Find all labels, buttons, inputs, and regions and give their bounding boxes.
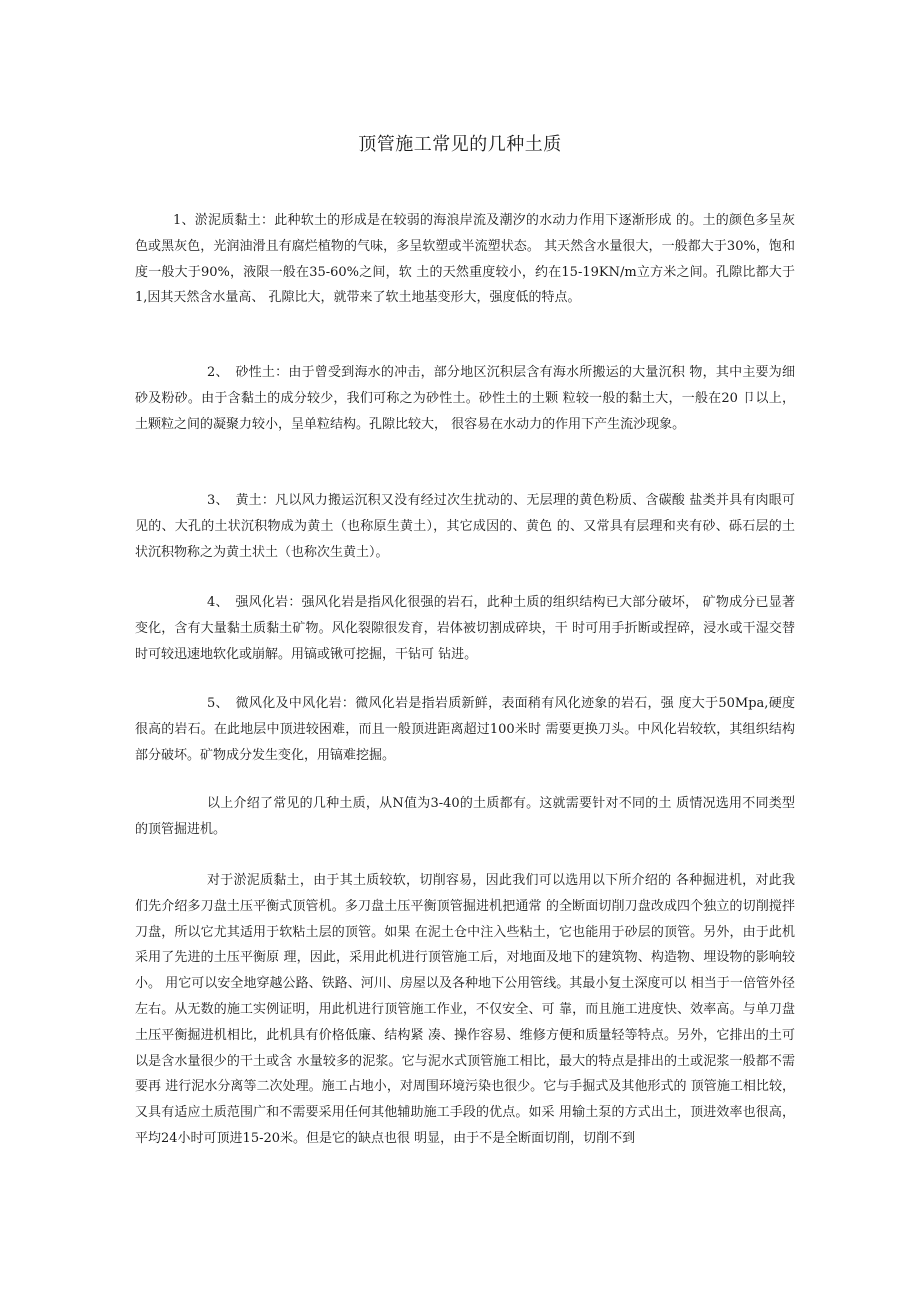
paragraph-multi-cutter-machine: 对于淤泥质黏土，由于其土质较软，切削容易，因此我们可以选用以下所介绍的 各种掘进机，对此我们先介绍多刀盘土压平衡式顶管机。多刀盘土压平衡顶管掘进机把通常 的全断面切削刀盘改成四个独立的切削搅拌刀盘，所以它尤其适用于软粘土层的顶管。如果 在泥土仓中注入些粘土，它也能用于砂层的顶管。另外，由于此机采用了先进的土压平衡原 理，因此，采用此机进行顶管施工后，对地面及地下的建筑物、构造物、埋设物的影响较小。 用它可以安全地穿越公路、铁路、河川、房屋以及各种地下公用管线。其最小复土深度可以 相当于一倍管外径左右。从无数的施工实例证明，用此机进行顶管施工作业，不仅安全、可 靠，而且施工进度快、效率高。与单刀盘土压平衡掘进机相比，此机具有价格低廉、结构紧 凑、操作容易、维修方便和质量轻等特点。另外，它排出的土可以是含水量很少的干土或含 水量较多的泥浆。它与泥水式顶管施工相比，最大的特点是排出的土或泥浆一般都不需要再 进行泥水分离等二次处理。施工占地小，对周围环境污染也很少。它与手掘式及其他形式的 顶管施工相比较，又具有适应土质范围广和不需要采用任何其他辅助施工手段的优点。如采 用输土泵的方式出土，顶进效率也很高，平均24小时可顶进15-20米。但是它的缺点也很 明显，由于不是全断面切削，切削不到: [135, 873, 795, 1146]
paragraph-strongly-weathered-rock: 4、 强风化岩：强风化岩是指风化很强的岩石，此种土质的组织结构已大部分破坏， 矿物成分已显著变化，含有大量黏土质黏土矿物。风化裂隙很发育，岩体被切割成碎块，干 时可用手折断或捏碎，浸水或干湿交替时可较迅速地软化或崩解。用镐或锹可挖掘，干钻可 钻进。: [135, 595, 795, 662]
paragraph-loess: 3、 黄土：凡以风力搬运沉积又没有经过次生扰动的、无层理的黄色粉质、含碳酸 盐类并具有肉眼可见的、大孔的土状沉积物成为黄土（也称原生黄土），其它成因的、黄色 的、又常具有层理和夹有砂、砾石层的土状沉积物称之为黄土状土（也称次生黄土）。: [135, 493, 795, 560]
document-title: 顶管施工常见的几种土质: [358, 134, 562, 155]
paragraph-sandy-soil: 2、 砂性土：由于曾受到海水的冲击，部分地区沉积层含有海水所搬运的大量沉积 物，其中主要为细砂及粉砂。由于含黏土的成分较少，我们可称之为砂性土。砂性土的土颗 粒较一般的黏土大，一般在20 卩以上，土颗粒之间的凝聚力较小，呈单粒结构。孔隙比较大， 很容易在水动力的作用下产生流沙现象。: [135, 365, 795, 432]
paragraph-summary: 以上介绍了常见的几种土质，从N值为3-40的土质都有。这就需要针对不同的土 质情况选用不同类型的顶管掘进机。: [135, 796, 795, 837]
paragraph-slightly-weathered-rock: 5、 微风化及中风化岩：微风化岩是指岩质新鲜，表面稍有风化迹象的岩石，强 度大于50Mpa,硬度很高的岩石。在此地层中顶进较困难，而且一般顶进距离超过100米时 需要更换刀头。中风化岩较软，其组织结构部分破坏。矿物成分发生变化，用镐难挖掘。: [135, 696, 795, 763]
paragraph-silty-clay: 1、淤泥质黏土：此种软土的形成是在较弱的海浪岸流及潮汐的水动力作用下逐渐形成 的。土的颜色多呈灰色或黑灰色，光润油滑且有腐烂植物的气味，多呈软塑或半流塑状态。 其天然含水量很大，一般都大于30%，饱和度一般大于90%，液限一般在35-60%之间，软 土的天然重度较小，约在15-19KN/m立方米之间。孔隙比都大于1,因其天然含水量高、 孔隙比大，就带来了软土地基变形大，强度低的特点。: [135, 213, 795, 306]
